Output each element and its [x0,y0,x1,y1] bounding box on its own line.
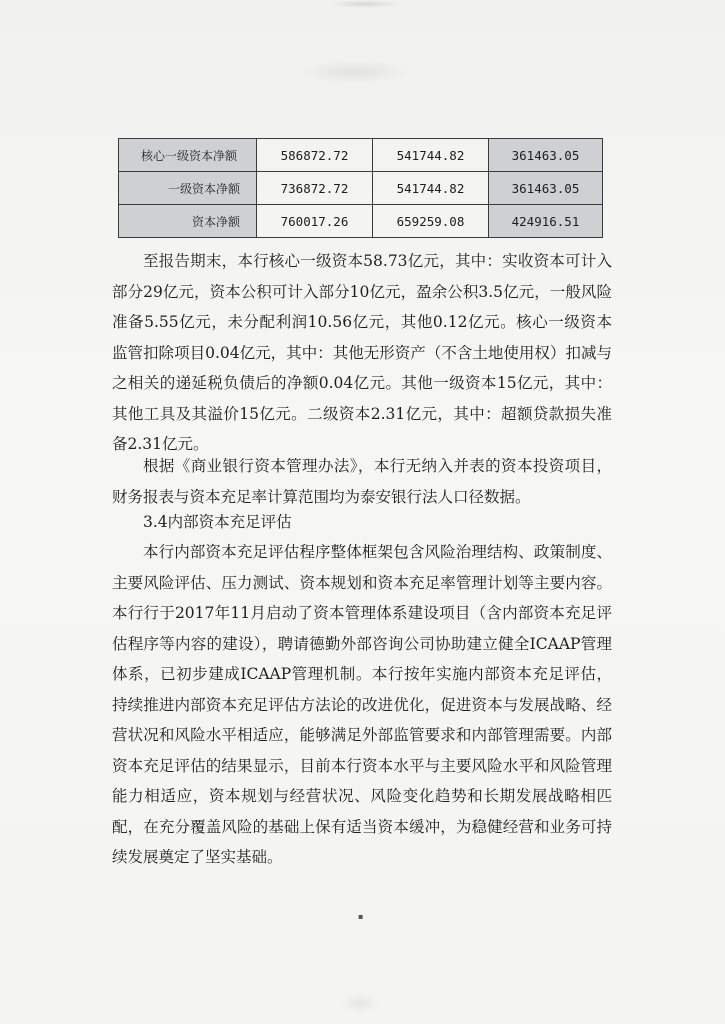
stamp-smudge [300,60,410,84]
table-cell: 361463.05 [489,172,603,205]
row-label: 资本净额 [119,205,257,238]
paragraph-text: 至报告期末，本行核心一级资本58.73亿元，其中：实收资本可计入部分29亿元，资本公积可计入部分10亿元，盈余公积3.5亿元，一般风险准备5.55亿元，未分配利润10.56亿元，其他0.12亿元。核心一级资本监管扣除项目0.04亿元，其中：其他无形资产（不含土地使用权）扣减与之相关的递延税负债后的净额0.04亿元。其他一级资本15亿元，其中：其他工具及其溢价15亿元。二级资本2.31亿元，其中：超额贷款损失准备2.31亿元。 [112,252,612,453]
scan-artifact-bottom [340,992,380,1014]
paragraph-icaap [112,537,612,873]
table-cell: 541744.82 [373,172,489,205]
table-cell: 659259.08 [373,205,489,238]
paragraph-consolidation-scope [112,451,612,512]
row-label: 核心一级资本净额 [119,139,257,172]
paragraph-text: 根据《商业银行资本管理办法》，本行无纳入并表的资本投资项目，财务报表与资本充足率计算范围均为泰安银行法人口径数据。 [112,457,612,506]
table-row [119,139,603,172]
table-row [119,205,603,238]
capital-table [118,138,603,238]
page-mark: ▪ [358,912,364,921]
table-cell: 361463.05 [489,139,603,172]
paragraph-capital-composition [112,246,612,460]
table-cell: 760017.26 [257,205,373,238]
paragraph-text: 本行内部资本充足评估程序整体框架包含风险治理结构、政策制度、主要风险评估、压力测试、资本规划和资本充足率管理计划等主要内容。本行行于2017年11月启动了资本管理体系建设项目（含内部资本充足评估程序等内容的建设），聘请德勤外部咨询公司协助建立健全ICAAP管理体系，已初步建成ICAAP管理机制。本行按年实施内部资本充足评估，持续推进内部资本充足评估方法论的改进优化，促进资本与发展战略、经营状况和风险水平相适应，能够满足外部监管要求和内部管理需要。内部资本充足评估的结果显示，目前本行资本水平与主要风险水平和风险管理能力相适应，资本规划与经营状况、风险变化趋势和长期发展战略相匹配，在充分覆盖风险的基础上保有适当资本缓冲，为稳健经营和业务可持续发展奠定了坚实基础。 [112,543,612,866]
table-cell: 541744.82 [373,139,489,172]
table-cell: 736872.72 [257,172,373,205]
section-heading [112,507,612,538]
table-cell: 424916.51 [489,205,603,238]
scan-artifact-top [330,0,400,8]
heading-text: 3.4内部资本充足评估 [143,513,292,531]
row-label: 一级资本净额 [119,172,257,205]
table-cell: 586872.72 [257,139,373,172]
table-row [119,172,603,205]
